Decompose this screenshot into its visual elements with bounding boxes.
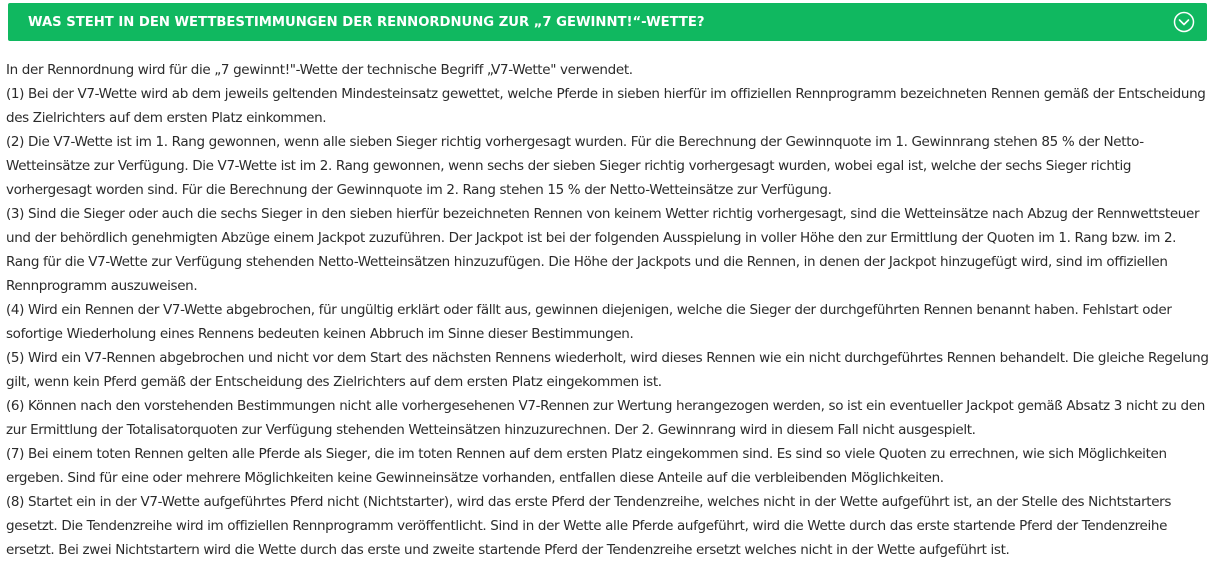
faq-answer [6, 58, 1212, 562]
answer-paragraph-1: (1) Bei der V7-Wette wird ab dem jeweils geltenden Mindesteinsatz gewettet, welche Pferde in sieben hierfür im offiziellen Rennprogramm bezeichneten Rennen gemäß der Entscheidung des Zielrichters auf dem ersten Platz einkommen. [6, 86, 1206, 126]
answer-paragraph-4: (4) Wird ein Rennen der V7-Wette abgebrochen, für ungültig erklärt oder fällt aus, gewinnen diejenigen, welche die Sieger der durchgeführten Rennen benannt haben. Fehlstart oder sofortige Wiederholung eines Rennens bedeuten keinen Abbruch im Sinne dieser Bestimmungen. [6, 302, 1172, 342]
chevron-down-circle-icon[interactable] [1173, 11, 1195, 33]
answer-paragraph-7: (7) Bei einem toten Rennen gelten alle Pferde als Sieger, die im toten Rennen auf dem ersten Platz eingekommen sind. Es sind so viele Quoten zu errechnen, wie sich Möglichkeiten ergeben. Sind für eine oder mehrere Möglichkeiten keine Gewinneinsätze vorhanden, entfallen diese Anteile auf die verbleibenden Möglichkeiten. [6, 446, 1167, 486]
answer-intro: In der Rennordnung wird für die „7 gewinnt!"-Wette der technische Begriff „V7-Wette" verwendet. [6, 62, 633, 78]
answer-paragraph-5: (5) Wird ein V7-Rennen abgebrochen und nicht vor dem Start des nächsten Rennens wiederholt, wird dieses Rennen wie ein nicht durchgeführtes Rennen behandelt. Die gleiche Regelung gilt, wenn kein Pferd gemäß der Entscheidung des Zielrichters auf dem ersten Platz eingekommen ist. [6, 350, 1209, 390]
answer-paragraph-6: (6) Können nach den vorstehenden Bestimmungen nicht alle vorhergesehenen V7-Rennen zur Wertung herangezogen werden, so ist ein eventueller Jackpot gemäß Absatz 3 nicht zu den zur Ermittlung der Totalisatorquoten zur Verfügung stehenden Wetteinsätzen hinzuzurechnen. Der 2. Gewinnrang wird in diesem Fall nicht ausgespielt. [6, 398, 1205, 438]
answer-paragraph-8: (8) Startet ein in der V7-Wette aufgeführtes Pferd nicht (Nichtstarter), wird das erste Pferd der Tendenzreihe, welches nicht in der Wette aufgeführt ist, an der Stelle des Nichtstarters gesetzt. Die Tendenzreihe wird im offiziellen Rennprogramm veröffentlicht. Sind in der Wette alle Pferde aufgeführt, wird die Wette durch das erste startende Pferd der Tendenzreihe ersetzt. Bei zwei Nichtstartern wird die Wette durch das erste und zweite startende Pferd der Tendenzreihe ersetzt welches nicht in der Wette aufgeführt ist. [6, 494, 1172, 558]
answer-paragraph-3: (3) Sind die Sieger oder auch die sechs Sieger in den sieben hierfür bezeichneten Rennen von keinem Wetter richtig vorhergesagt, sind die Wetteinsätze nach Abzug der Rennwettsteuer und der behördlich genehmigten Abzüge einem Jackpot zuzuführen. Der Jackpot ist bei der folgenden Ausspielung in voller Höhe den zur Ermittlung der Quoten im 1. Rang bzw. im 2. Rang für die V7-Wette zur Verfügung stehenden Netto-Wetteinsätzen hinzuzufügen. Die Höhe der Jackpots und die Rennen, in denen der Jackpot hinzugefügt wird, sind im offiziellen Rennprogramm auszuweisen. [6, 206, 1200, 294]
faq-accordion-header[interactable] [8, 3, 1207, 41]
faq-question: WAS STEHT IN DEN WETTBESTIMMUNGEN DER RENNORDNUNG ZUR „7 GEWINNT!“-WETTE? [28, 14, 705, 30]
answer-paragraph-2: (2) Die V7-Wette ist im 1. Rang gewonnen, wenn alle sieben Sieger richtig vorhergesagt wurden. Für die Berechnung der Gewinnquote im 1. Gewinnrang stehen 85 % der Netto-Wetteinsätze zur Verfügung. Die V7-Wette ist im 2. Rang gewonnen, wenn sechs der sieben Sieger richtig vorhergesagt wurden, wobei egal ist, welche der sechs Sieger richtig vorhergesagt worden sind. Für die Berechnung der Gewinnquote im 2. Rang stehen 15 % der Netto-Wetteinsätze zur Verfügung. [6, 134, 1144, 198]
